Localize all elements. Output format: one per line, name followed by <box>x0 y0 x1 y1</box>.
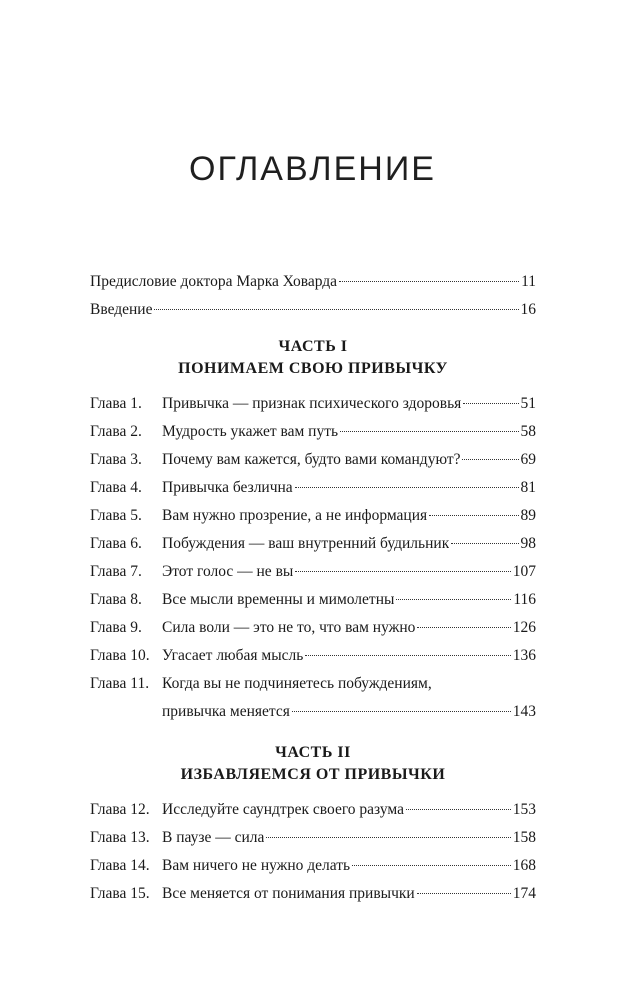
chapter-page: 116 <box>513 591 536 608</box>
chapter-number: Глава 14. <box>90 857 150 874</box>
chapter-title: Вам ничего не нужно делать <box>162 857 351 874</box>
chapter-number: Глава 11. <box>90 675 150 692</box>
dot-leader <box>429 515 518 516</box>
chapter-number: Глава 9. <box>90 619 142 636</box>
chapter-page: 98 <box>520 535 536 552</box>
chapter-number: Глава 10. <box>90 647 150 664</box>
toc-chapter-9 <box>90 614 536 642</box>
toc-chapter-11 <box>90 670 536 726</box>
chapter-page: 51 <box>520 395 536 412</box>
chapter-page: 89 <box>520 507 536 524</box>
chapter-title: Этот голос — не вы <box>162 563 294 580</box>
chapter-title: Привычка — признак психического здоровья <box>162 395 462 412</box>
dot-leader <box>417 627 510 628</box>
dot-leader <box>305 655 510 656</box>
dot-leader <box>406 809 511 810</box>
dot-leader <box>417 893 511 894</box>
dot-leader <box>463 403 518 404</box>
page-title: ОГЛАВЛЕНИЕ <box>189 150 436 188</box>
chapter-title: В паузе — сила <box>162 829 265 846</box>
dot-leader <box>266 837 510 838</box>
entry-title: Предисловие доктора Марка Ховарда <box>90 273 338 290</box>
dot-leader <box>396 599 511 600</box>
part-heading-1 <box>90 336 536 380</box>
part-name: ПОНИМАЕМ СВОЮ ПРИВЫЧКУ <box>178 360 448 377</box>
toc-chapter-1 <box>90 390 536 418</box>
entry-page: 16 <box>520 301 536 318</box>
chapter-page: 136 <box>512 647 536 664</box>
chapter-title: Исследуйте саундтрек своего разума <box>162 801 404 818</box>
toc-chapter-6 <box>90 530 536 558</box>
chapter-title: Побуждения — ваш внутренний будильник <box>162 535 450 552</box>
dot-leader <box>154 309 518 310</box>
chapter-page: 168 <box>512 857 536 874</box>
chapter-title: Сила воли — это не то, что вам нужно <box>162 619 416 636</box>
dot-leader <box>295 487 519 488</box>
toc-entry-foreword <box>90 268 536 296</box>
chapter-title-line1: Когда вы не подчиняетесь побуждениям, <box>162 675 432 692</box>
toc-chapter-3 <box>90 446 536 474</box>
dot-leader <box>339 281 519 282</box>
dot-leader <box>451 543 518 544</box>
chapter-number: Глава 6. <box>90 535 142 552</box>
chapter-number: Глава 2. <box>90 423 142 440</box>
toc-chapter-8 <box>90 586 536 614</box>
part-label: ЧАСТЬ I <box>278 338 348 355</box>
chapter-page: 58 <box>520 423 536 440</box>
chapter-page: 158 <box>512 829 536 846</box>
dot-leader <box>462 459 518 460</box>
chapter-page: 143 <box>512 703 536 720</box>
dot-leader <box>340 431 518 432</box>
chapter-page: 174 <box>512 885 536 902</box>
toc-chapter-10 <box>90 642 536 670</box>
dot-leader <box>292 711 511 712</box>
toc-chapter-14 <box>90 852 536 880</box>
toc-chapter-2 <box>90 418 536 446</box>
part-name: ИЗБАВЛЯЕМСЯ ОТ ПРИВЫЧКИ <box>180 766 446 783</box>
chapter-title-line2: привычка меняется <box>162 703 290 720</box>
toc-entry-introduction <box>90 296 536 324</box>
chapter-number: Глава 15. <box>90 885 150 902</box>
chapter-page: 81 <box>520 479 536 496</box>
toc-chapter-4 <box>90 474 536 502</box>
toc-chapter-5 <box>90 502 536 530</box>
chapter-page: 69 <box>520 451 536 468</box>
part-heading-2 <box>90 742 536 786</box>
chapter-title: Почему вам кажется, будто вами командуют? <box>162 451 461 468</box>
dot-leader <box>352 865 511 866</box>
toc-chapter-7 <box>90 558 536 586</box>
chapter-number: Глава 13. <box>90 829 150 846</box>
chapter-title: Мудрость укажет вам путь <box>162 423 339 440</box>
chapter-title: Угасает любая мысль <box>162 647 304 664</box>
chapter-title: Привычка безлична <box>162 479 293 496</box>
entry-page: 11 <box>521 273 536 290</box>
chapter-number: Глава 5. <box>90 507 142 524</box>
chapter-number: Глава 12. <box>90 801 150 818</box>
chapter-number: Глава 4. <box>90 479 142 496</box>
chapter-number: Глава 1. <box>90 395 142 412</box>
chapter-number: Глава 3. <box>90 451 142 468</box>
part-label: ЧАСТЬ II <box>275 744 351 761</box>
entry-title: Введение <box>90 301 153 318</box>
chapter-title: Все мысли временны и мимолетны <box>162 591 395 608</box>
toc-chapter-12 <box>90 796 536 824</box>
dot-leader <box>295 571 510 572</box>
chapter-page: 126 <box>512 619 536 636</box>
chapter-page: 153 <box>512 801 536 818</box>
chapter-page: 107 <box>512 563 536 580</box>
toc-chapter-15 <box>90 880 536 908</box>
chapter-title: Все меняется от понимания привычки <box>162 885 415 902</box>
table-of-contents <box>90 268 536 908</box>
chapter-title: Вам нужно прозрение, а не информация <box>162 507 428 524</box>
toc-chapter-13 <box>90 824 536 852</box>
chapter-number: Глава 7. <box>90 563 142 580</box>
chapter-number: Глава 8. <box>90 591 142 608</box>
